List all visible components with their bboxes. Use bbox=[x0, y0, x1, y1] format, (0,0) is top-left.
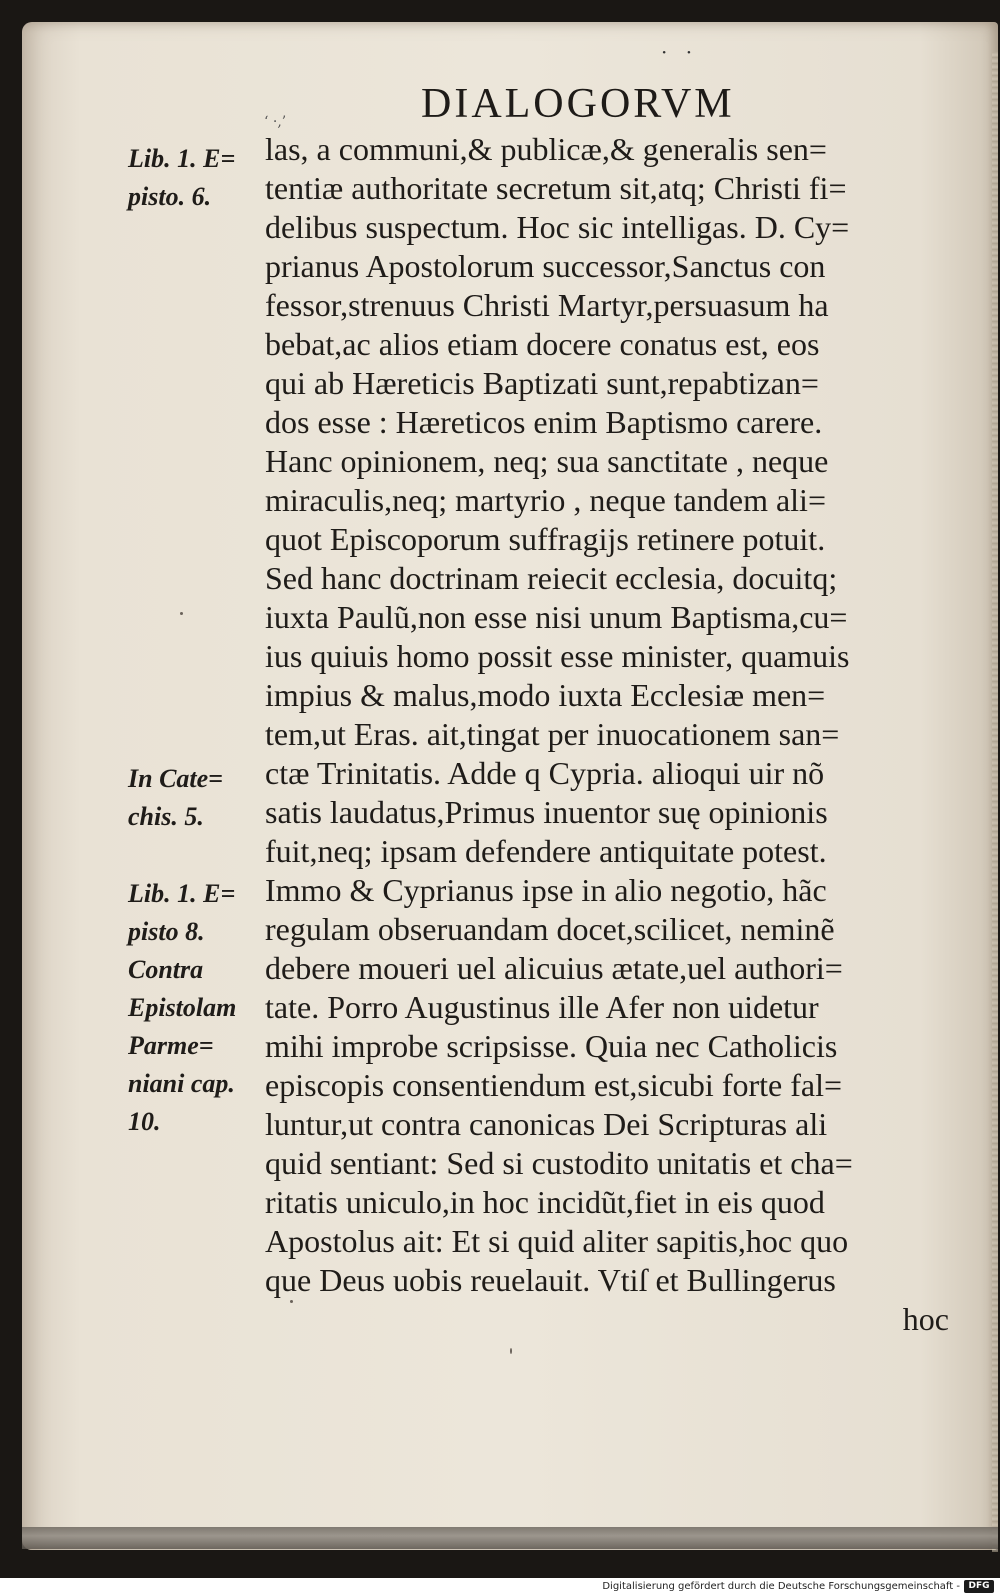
margin-note-line: Lib. 1. E= bbox=[128, 144, 236, 173]
text-line: delibus suspectum. Hoc sic intelligas. D. Cy= bbox=[265, 209, 850, 245]
ink-speck bbox=[510, 1348, 512, 1354]
text-line: luntur,ut contra canonicas Dei Scripturas ali bbox=[265, 1106, 828, 1142]
text-line: iuxta Paulũ,non esse nisi unum Baptisma,cu= bbox=[265, 599, 848, 635]
margin-note-line: Epistolam bbox=[128, 993, 237, 1022]
text-line: Hanc opinionem, neq; sua sanctitate , neque bbox=[265, 443, 829, 479]
text-line: que Deus uobis reuelauit. Vtiſ et Bullingerus bbox=[265, 1262, 836, 1298]
text-line: tate. Porro Augustinus ille Afer non uidetur bbox=[265, 989, 819, 1025]
margin-note bbox=[128, 760, 223, 836]
text-line: miraculis,neq; martyrio , neque tandem ali= bbox=[265, 482, 826, 518]
margin-note-line: pisto. 6. bbox=[128, 182, 212, 211]
text-line: Immo & Cyprianus ipse in alio negotio, hãc bbox=[265, 872, 827, 908]
stray-mark: ‘ ·,’ bbox=[264, 114, 287, 130]
margin-note-line: pisto 8. bbox=[128, 917, 205, 946]
text-line: ctæ Trinitatis. Adde q Cypria. alioqui uir nõ bbox=[265, 755, 825, 791]
margin-note bbox=[128, 875, 236, 1141]
text-line: quot Episcoporum suffragijs retinere potuit. bbox=[265, 521, 826, 557]
text-line: qui ab Hæreticis Baptizati sunt,repabtizan= bbox=[265, 365, 819, 401]
text-line: fessor,strenuus Christi Martyr,persuasum ha bbox=[265, 287, 829, 323]
footer-credit: Digitalisierung gefördert durch die Deutsche Forschungsgemeinschaft - bbox=[602, 1581, 960, 1592]
text-line: las, a communi,& publicæ,& generalis sen= bbox=[265, 131, 827, 167]
running-title: DIALOGORVM bbox=[421, 81, 735, 127]
margin-note-line: niani cap. bbox=[128, 1069, 235, 1098]
text-line: prianus Apostolorum successor,Sanctus con bbox=[265, 248, 826, 284]
text-line: dos esse : Hæreticos enim Baptismo carere. bbox=[265, 404, 823, 440]
ink-speck bbox=[180, 612, 183, 615]
text-line: bebat,ac alios etiam docere conatus est, eos bbox=[265, 326, 820, 362]
margin-note-line: Contra bbox=[128, 955, 204, 984]
body-text bbox=[265, 130, 985, 1339]
text-line: fuit,neq; ipsam defendere antiquitate potest. bbox=[265, 833, 827, 869]
text-line: quid sentiant: Sed si custodito unitatis et cha= bbox=[265, 1145, 853, 1181]
text-line: satis laudatus,Primus inuentor suę opinionis bbox=[265, 794, 828, 830]
text-line: tentiæ authoritate secretum sit,atq; Christi fi= bbox=[265, 170, 847, 206]
margin-note-line: 10. bbox=[128, 1107, 161, 1136]
head-mark: · · bbox=[661, 40, 699, 64]
text-line: ius quiuis homo possit esse minister, quamuis bbox=[265, 638, 850, 674]
dfg-logo: DFG bbox=[964, 1580, 994, 1593]
margin-note-line: Parme= bbox=[128, 1031, 214, 1060]
text-line: ritatis uniculo,in hoc incidũt,fiet in eis quod bbox=[265, 1184, 825, 1220]
text-line: Sed hanc doctrinam reiecit ecclesia, docuitq; bbox=[265, 560, 838, 596]
text-line: tem,ut Eras. ait,tingat per inuocationem san= bbox=[265, 716, 840, 752]
margin-note bbox=[128, 140, 235, 216]
text-line: debere moueri uel alicuius ætate,uel authori= bbox=[265, 950, 843, 986]
catchword: hoc bbox=[902, 1301, 949, 1337]
margin-note-line: In Cate= bbox=[128, 764, 223, 793]
page-edge bbox=[992, 52, 998, 1552]
margin-note-line: Lib. 1. E= bbox=[128, 879, 236, 908]
text-line: mihi improbe scripsisse. Quia nec Catholicis bbox=[265, 1028, 838, 1064]
text-line: impius & malus,modo iuxta Ecclesiæ men= bbox=[265, 677, 826, 713]
text-line: episcopis consentiendum est,sicubi forte fal= bbox=[265, 1067, 843, 1103]
page-bottom-edge bbox=[22, 1527, 998, 1549]
margin-note-line: chis. 5. bbox=[128, 802, 204, 831]
text-line: regulam obseruandam docet,scilicet, neminẽ bbox=[265, 911, 835, 947]
text-line: Apostolus ait: Et si quid aliter sapitis,hoc quo bbox=[265, 1223, 849, 1259]
footer bbox=[0, 1578, 1000, 1596]
